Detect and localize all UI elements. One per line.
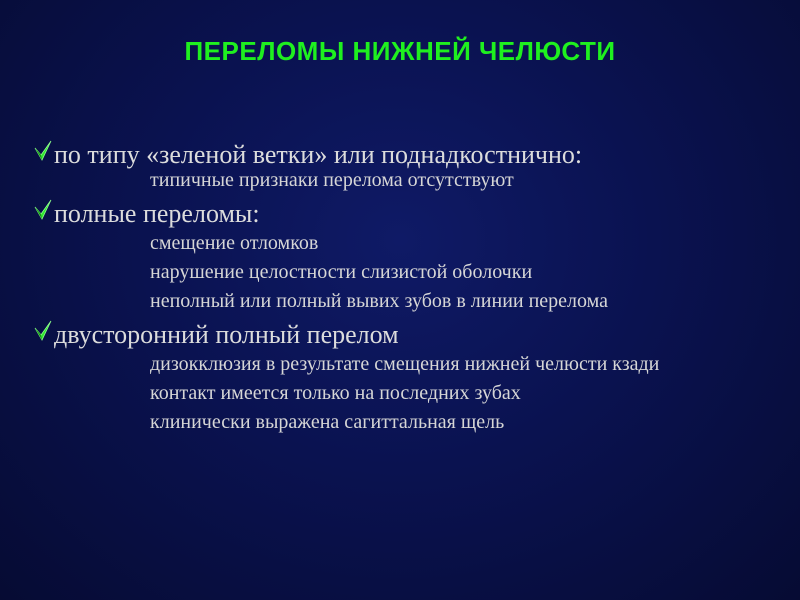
- bullet-heading-text: полные переломы:: [54, 199, 260, 228]
- bullet-section: [32, 140, 792, 195]
- bullet-section: [32, 320, 792, 437]
- sub-item: контакт имеется только на последних зубах: [150, 382, 521, 404]
- sub-item: типичные признаки перелома отсутствуют: [150, 169, 514, 191]
- slide-content: [32, 138, 792, 441]
- sub-item: смещение отломков: [150, 232, 319, 254]
- check-arrow-icon: [32, 138, 54, 164]
- bullet-heading-text: двусторонний полный перелом: [54, 320, 399, 349]
- sub-item: неполный или полный вывих зубов в линии перелома: [150, 290, 609, 312]
- bullet-heading-text: по типу «зеленой ветки» или поднадкостнично:: [54, 140, 583, 169]
- check-arrow-icon: [32, 318, 54, 344]
- bullet-heading: [32, 320, 792, 350]
- slide-title: ПЕРЕЛОМЫ НИЖНЕЙ ЧЕЛЮСТИ: [184, 36, 616, 66]
- sub-item: дизокклюзия в результате смещения нижней челюсти кзади: [150, 353, 660, 375]
- bullet-section: [32, 199, 792, 316]
- sub-list: [150, 166, 792, 195]
- sub-item: нарушение целостности слизистой оболочки: [150, 261, 533, 283]
- bullet-heading: [32, 199, 792, 229]
- check-arrow-icon: [32, 197, 54, 223]
- sub-list: [150, 350, 792, 437]
- sub-item: клинически выражена сагиттальная щель: [150, 411, 505, 433]
- sub-list: [150, 229, 792, 316]
